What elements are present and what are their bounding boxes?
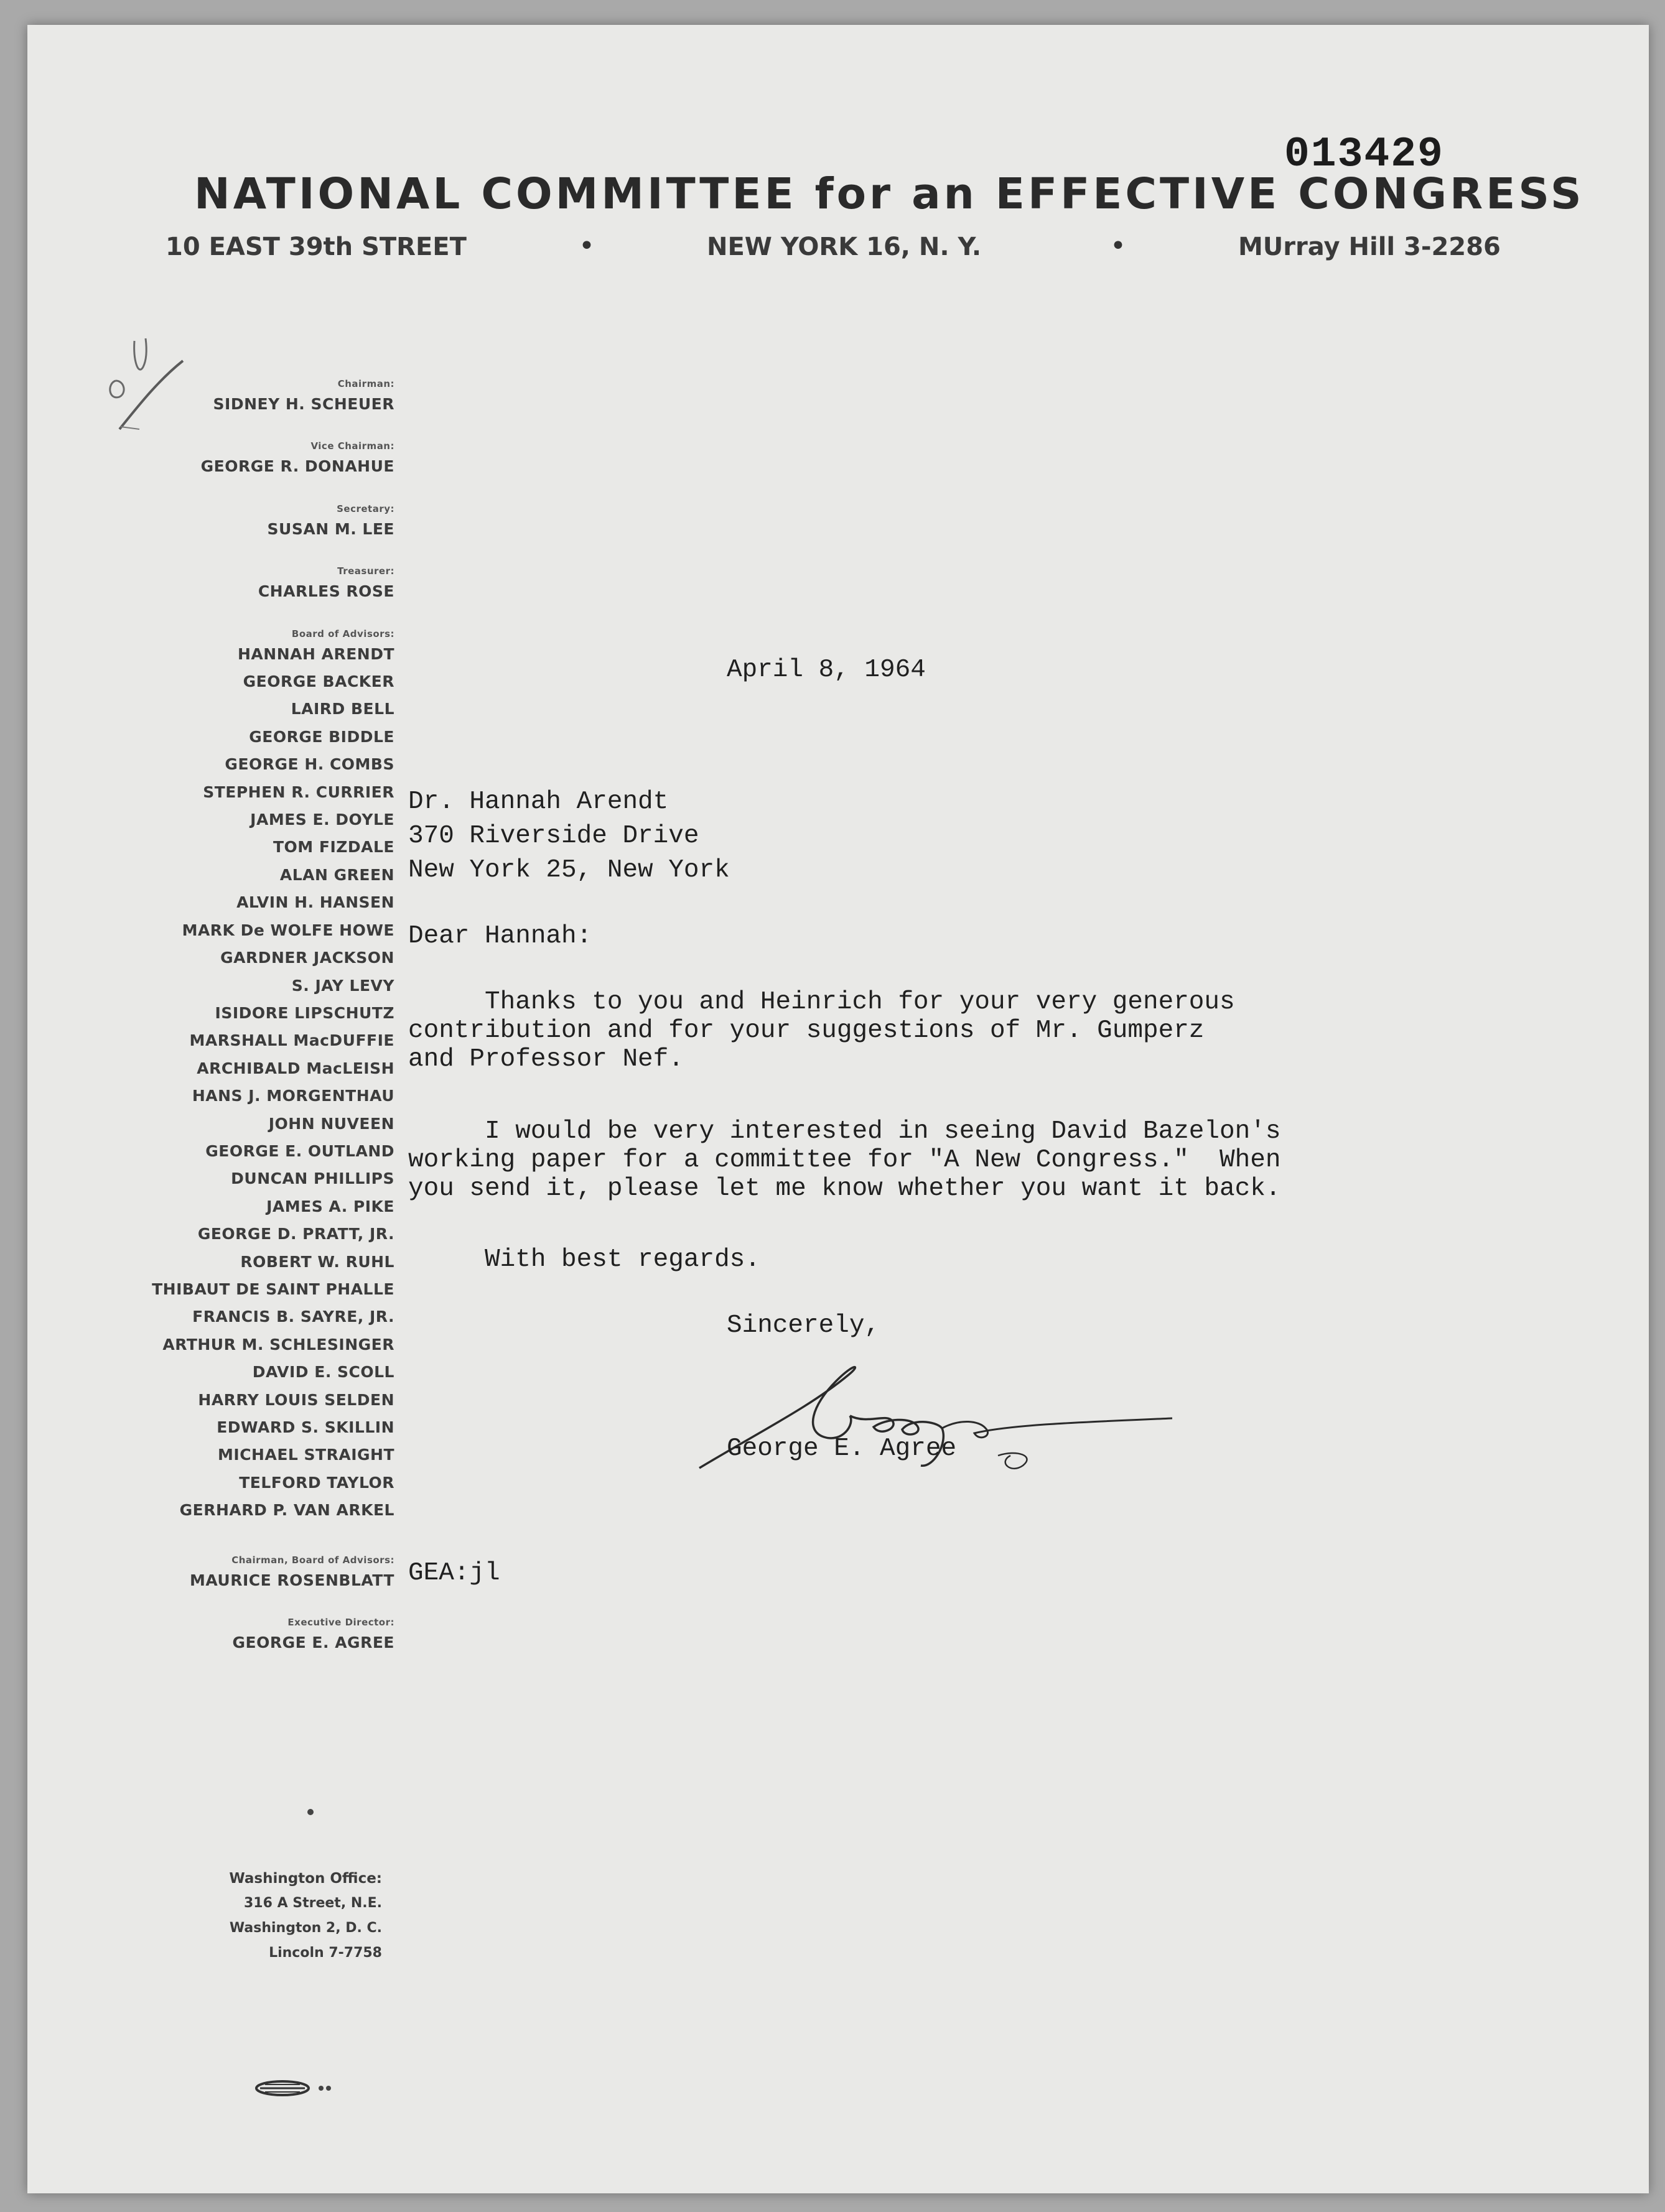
letter-page bbox=[27, 25, 1649, 2193]
washington-office-line: Lincoln 7-7758 bbox=[269, 1945, 382, 1961]
letterhead-street: 10 EAST 39th STREET bbox=[166, 233, 467, 261]
sidebar-separator-dot bbox=[307, 1809, 314, 1815]
treasurer-name: CHARLES ROSE bbox=[258, 582, 394, 601]
body-line: and Professor Nef. bbox=[408, 1045, 684, 1074]
advisor-name: GEORGE BIDDLE bbox=[249, 727, 394, 746]
secretary-name: SUSAN M. LEE bbox=[267, 519, 394, 538]
advisor-name: EDWARD S. SKILLIN bbox=[217, 1418, 394, 1436]
advisor-name: GEORGE H. COMBS bbox=[225, 755, 394, 774]
advisor-name: MARSHALL MacDUFFIE bbox=[189, 1031, 394, 1050]
letter-date: April 8, 1964 bbox=[727, 656, 926, 684]
advisor-name: GEORGE BACKER bbox=[243, 672, 394, 691]
board-chairman-title: Chairman, Board of Advisors: bbox=[231, 1554, 394, 1566]
advisor-name: ARCHIBALD MacLEISH bbox=[197, 1059, 394, 1077]
vice-chairman-title: Vice Chairman: bbox=[310, 440, 394, 452]
recipient-line: New York 25, New York bbox=[408, 856, 730, 885]
advisor-name: ALVIN H. HANSEN bbox=[236, 893, 394, 912]
letterhead-org-name: NATIONAL COMMITTEE for an EFFECTIVE CONGRESS bbox=[194, 169, 1585, 219]
officers-sidebar bbox=[65, 377, 394, 1657]
salutation: Dear Hannah: bbox=[408, 922, 592, 950]
body-line: I would be very interested in seeing David Bazelon's bbox=[408, 1117, 1281, 1146]
chairman-title: Chairman: bbox=[337, 378, 394, 389]
sign-off: Sincerely, bbox=[727, 1311, 880, 1340]
letterhead-separator-dot: • bbox=[579, 230, 595, 262]
advisor-name: JAMES A. PIKE bbox=[266, 1197, 394, 1215]
advisor-name: JAMES E. DOYLE bbox=[250, 811, 394, 829]
advisor-name: LAIRD BELL bbox=[291, 700, 394, 718]
advisors-title: Board of Advisors: bbox=[291, 628, 394, 639]
closing-line: With best regards. bbox=[408, 1245, 760, 1274]
advisor-name: S. JAY LEVY bbox=[291, 976, 394, 995]
letterhead-separator-dot: • bbox=[1110, 230, 1126, 262]
advisor-name: MARK De WOLFE HOWE bbox=[182, 921, 394, 939]
advisor-name: HANNAH ARENDT bbox=[238, 644, 394, 663]
body-line: working paper for a committee for "A New Congress." When bbox=[408, 1146, 1281, 1174]
advisor-name: ISIDORE LIPSCHUTZ bbox=[215, 1003, 394, 1022]
advisor-name: TOM FIZDALE bbox=[273, 838, 394, 857]
reference-initials: GEA:jl bbox=[408, 1559, 500, 1587]
advisor-name: HANS J. MORGENTHAU bbox=[192, 1087, 394, 1105]
body-line: Thanks to you and Heinrich for your very generous bbox=[408, 988, 1235, 1016]
handwritten-signature bbox=[687, 1356, 1222, 1493]
advisor-name: STEPHEN R. CURRIER bbox=[203, 783, 394, 801]
recipient-line: 370 Riverside Drive bbox=[408, 822, 699, 850]
advisor-name: MICHAEL STRAIGHT bbox=[218, 1446, 394, 1464]
exec-director-title: Executive Director: bbox=[287, 1617, 394, 1629]
advisor-name: THIBAUT DE SAINT PHALLE bbox=[152, 1280, 394, 1298]
advisor-list bbox=[65, 641, 394, 1525]
advisor-name: ROBERT W. RUHL bbox=[240, 1252, 394, 1271]
exec-director-name: GEORGE E. AGREE bbox=[232, 1633, 394, 1652]
washington-office-line: Washington 2, D. C. bbox=[229, 1920, 382, 1936]
washington-office-block bbox=[65, 1866, 382, 1966]
secretary-title: Secretary: bbox=[337, 503, 394, 514]
advisor-name: GEORGE D. PRATT, JR. bbox=[197, 1225, 394, 1243]
washington-office-line: 316 A Street, N.E. bbox=[243, 1895, 382, 1911]
advisor-name: GEORGE E. OUTLAND bbox=[205, 1141, 394, 1160]
body-line: contribution and for your suggestions of Mr. Gumperz bbox=[408, 1016, 1205, 1045]
advisor-name: ALAN GREEN bbox=[279, 865, 394, 884]
advisor-name: ARTHUR M. SCHLESINGER bbox=[162, 1335, 394, 1354]
advisor-name: JOHN NUVEEN bbox=[268, 1114, 394, 1133]
advisor-name: TELFORD TAYLOR bbox=[239, 1473, 394, 1492]
treasurer-title: Treasurer: bbox=[337, 565, 394, 577]
board-chairman-name: MAURICE ROSENBLATT bbox=[189, 1571, 394, 1589]
archive-number: 013429 bbox=[1284, 131, 1444, 179]
body-line: you send it, please let me know whether you want it back. bbox=[408, 1174, 1281, 1203]
recipient-line: Dr. Hannah Arendt bbox=[408, 788, 669, 816]
advisor-name: FRANCIS B. SAYRE, JR. bbox=[192, 1308, 394, 1326]
advisor-name: GARDNER JACKSON bbox=[220, 949, 394, 967]
chairman-name: SIDNEY H. SCHEUER bbox=[213, 395, 394, 413]
letterhead-city: NEW YORK 16, N. Y. bbox=[707, 233, 982, 261]
advisor-name: HARRY LOUIS SELDEN bbox=[198, 1390, 394, 1409]
advisor-name: DAVID E. SCOLL bbox=[252, 1363, 394, 1382]
union-label-icon bbox=[251, 2079, 338, 2098]
advisor-name: GERHARD P. VAN ARKEL bbox=[179, 1501, 394, 1520]
vice-chairman-name: GEORGE R. DONAHUE bbox=[200, 457, 394, 476]
washington-office-title: Washington Office: bbox=[229, 1870, 382, 1887]
advisor-name: DUNCAN PHILLIPS bbox=[231, 1169, 394, 1188]
letterhead-phone: MUrray Hill 3-2286 bbox=[1238, 233, 1501, 261]
signer-name: George E. Agree bbox=[727, 1434, 957, 1463]
